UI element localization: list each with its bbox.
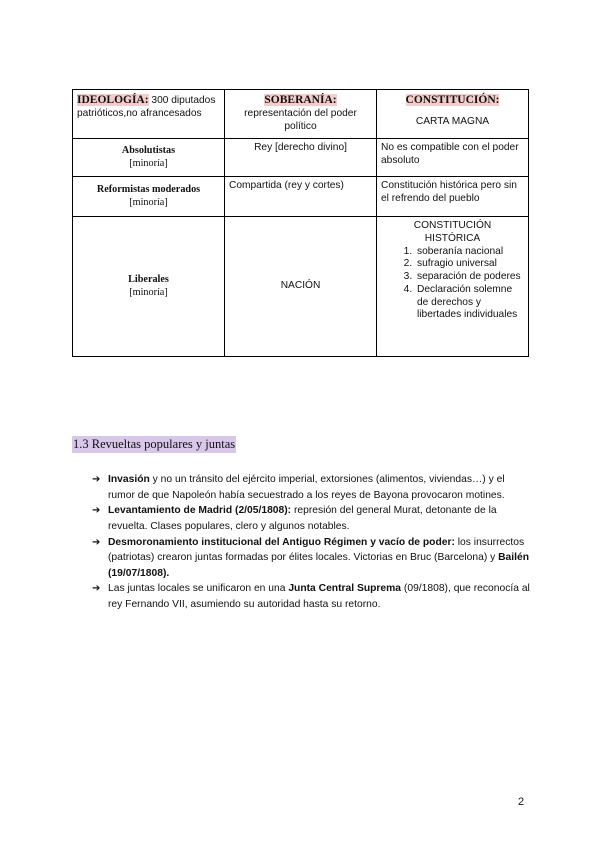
table-row	[73, 139, 529, 177]
list-item: 1. soberanía nacional	[415, 246, 524, 259]
section-heading: 1.3 Revueltas populares y juntas	[73, 437, 236, 451]
row-sovereignty: NACIÓN	[225, 217, 377, 357]
row-constitution: No es compatible con el poder absoluto	[377, 139, 529, 177]
row-sovereignty: Compartida (rey y cortes)	[225, 177, 377, 217]
arrow-icon: ➔	[92, 536, 101, 548]
table-header-row	[73, 90, 529, 139]
row-ideology-name: Reformistas moderados [minoría]	[73, 177, 225, 217]
sovereignty-text: representación del poder político	[244, 107, 357, 132]
ideology-text: 300 diputados patrióticos,no afrancesados	[77, 95, 216, 119]
ideology-label: IDEOLOGÍA:	[77, 94, 149, 106]
row-sovereignty: Rey [derecho divino]	[225, 139, 377, 177]
historic-constitution-title: CONSTITUCIÓN HISTÓRICA	[413, 220, 492, 244]
row-ideology-name: Absolutistas [minoría]	[73, 139, 225, 177]
bullet-list	[92, 472, 532, 613]
header-sovereignty-cell	[225, 90, 377, 139]
list-item: ➔ Las juntas locales se unificaron en una Junta Central Suprema (09/1808), que reconocía al rey Fernando VII, asumiendo su autoridad hasta su retorno.	[92, 583, 530, 611]
arrow-icon: ➔	[92, 583, 101, 595]
list-item: 4. Declaración solemne de derechos y libertades individuales	[415, 284, 524, 322]
page-number: 2	[518, 796, 525, 808]
header-ideology-cell	[73, 90, 225, 139]
sovereignty-label: SOBERANÍA:	[264, 94, 337, 106]
table-row	[73, 177, 529, 217]
row-constitution	[377, 217, 529, 357]
arrow-icon: ➔	[92, 474, 101, 485]
row-constitution: Constitución histórica pero sin el refrendo del pueblo	[377, 177, 529, 217]
list-item: 2. sufragio universal	[415, 258, 524, 271]
constitution-text: CARTA MAGNA	[415, 115, 490, 127]
list-item: ➔ Invasión y no un tránsito del ejército imperial, extorsiones (alimentos, viviendas…) y el rumor de que Napoleón había secuestrado a los reyes de Bayona provocaron motines.	[92, 474, 505, 501]
ideology-table	[72, 89, 529, 357]
list-item: ➔ Levantamiento de Madrid (2/05/1808): represión del general Murat, detonante de la revuelta. Clases populares, clero y algunos notables.	[92, 505, 497, 532]
header-constitution-cell	[377, 90, 529, 139]
list-item: ➔ Desmoronamiento institucional del Antiguo Régimen y vacío de poder: los insurrectos (patriotas) crearon juntas formadas por élites locales. Victorias en Bruc (Barcelona) y Bailén (19/07/1808).	[92, 536, 530, 579]
row-ideology-name: Liberales [minoría]	[73, 217, 225, 357]
constitution-label: CONSTITUCIÓN:	[405, 94, 500, 106]
table-row	[73, 217, 529, 357]
arrow-icon: ➔	[92, 505, 101, 517]
constitution-criteria-list	[381, 246, 524, 323]
list-item: 3. separación de poderes	[415, 271, 524, 284]
